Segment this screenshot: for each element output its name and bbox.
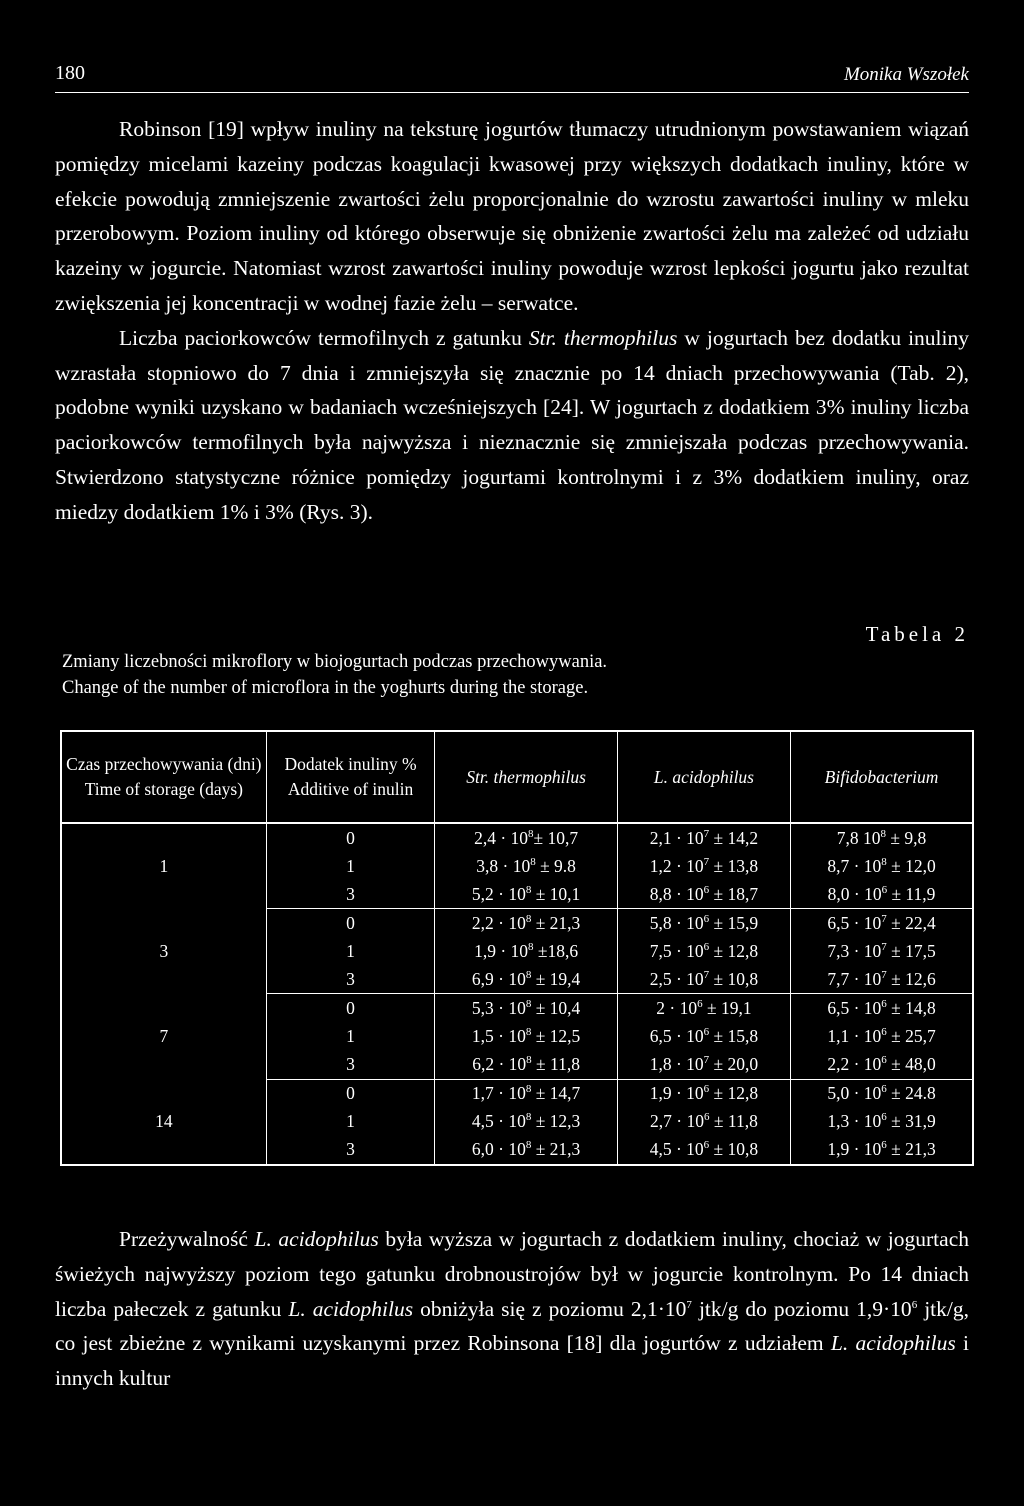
inulin-dose-cell: 0 (266, 1079, 435, 1108)
lac-count-cell: $8,8 \cdot 10^6 \pm 18,7$ (617, 880, 790, 909)
str-count-cell: $4,5 \cdot 10^8 \pm 12,3$ (435, 1108, 617, 1136)
microflora-table (60, 730, 974, 1166)
inulin-dose-cell: 1 (266, 1108, 435, 1136)
inulin-dose-cell: 3 (266, 1051, 435, 1080)
inulin-dose-cell: 0 (266, 909, 435, 938)
table-row (61, 823, 973, 852)
lac-count-cell: $1,9 \cdot 10^6 \pm 12,8$ (617, 1079, 790, 1108)
str-count-cell: $1,9 \cdot 10^8 \pm 18,6$ (435, 937, 617, 965)
p2-text-a: Liczba paciorkowców termofilnych z gatunku (119, 325, 529, 350)
str-count-cell: $5,2 \cdot 10^8 \pm 10,1$ (435, 880, 617, 909)
str-count-cell: $1,7 \cdot 10^8 \pm 14,7$ (435, 1079, 617, 1108)
inulin-dose-cell: 0 (266, 994, 435, 1023)
inulin-dose-cell: 1 (266, 937, 435, 965)
lac-count-cell: $2,7 \cdot 10^6 \pm 11,8$ (617, 1108, 790, 1136)
paragraph-thermophilus (55, 321, 969, 530)
lac-count-cell: $2,5 \cdot 10^7 \pm 10,8$ (617, 965, 790, 994)
bif-count-cell: 7,8 $10^8 \pm 9,8$ (791, 823, 973, 852)
header-additive: Dodatek inuliny % Additive of inulin (266, 731, 435, 823)
p2-text-b: w jogurtach bez dodatku inuliny wzrastała stopniowo do 7 dnia i zmniejszyła się znacznie po 14 dniach przechowywania (Tab. 2), podobne wyniki uzyskano w badaniach wcześniejszych [24]. W jogurtach z dodatkiem 3% inuliny liczba paciorkowców termofilnych była najwyższa i nieznacznie się zmniejszała podczas przechowywania. Stwierdzono statystyczne różnice pomiędzy jogurtami kontrolnymi i z 3% dodatkiem inuliny, oraz miedzy dodatkiem 1% i 3% (Rys. 3). (55, 325, 970, 524)
str-count-cell: $3,8 \cdot 10^8 \pm 9.8$ (435, 852, 617, 880)
inulin-dose-cell: 3 (266, 880, 435, 909)
table-label: Tabela 2 (865, 622, 969, 646)
str-count-cell: $6,0 \cdot 10^8 \pm 21,3$ (435, 1136, 617, 1165)
lac-count-cell: $1,2 \cdot 10^7 \pm 13,8$ (617, 852, 790, 880)
bif-count-cell: $7,3 \cdot 10^7 \pm 17,5$ (791, 937, 973, 965)
page-number: 180 (55, 62, 85, 84)
lac-count-cell: $6,5 \cdot 10^6 \pm 15,8$ (617, 1023, 790, 1051)
bif-count-cell: $8,7 \cdot 10^8 \pm 12,0$ (791, 852, 973, 880)
table-row (61, 909, 973, 938)
storage-time-cell: 1 (61, 823, 266, 909)
lac-count-cell: $7,5 \cdot 10^6 \pm 12,8$ (617, 937, 790, 965)
running-header (55, 62, 969, 93)
lac-count-cell: $2,1 \cdot 10^7 \pm 14,2$ (617, 823, 790, 852)
running-author: Monika Wszołek (843, 64, 969, 85)
table-caption-en: Change of the number of microflora in the yoghurts during the storage. (62, 678, 589, 698)
inulin-dose-cell: 1 (266, 852, 435, 880)
inulin-dose-cell: 0 (266, 823, 435, 852)
header-str-thermophilus: Str. thermophilus (435, 731, 617, 823)
lac-count-cell: $4,5 \cdot 10^6 \pm 10,8$ (617, 1136, 790, 1165)
storage-time-cell: 7 (61, 994, 266, 1079)
lac-count-cell: $5,8 \cdot 10^6 \pm 15,9$ (617, 909, 790, 938)
bif-count-cell: $1,1 \cdot 10^6 \pm 25,7$ (791, 1023, 973, 1051)
paragraph-robinson: Robinson [19] wpływ inuliny na teksturę jogurtów tłumaczy utrudnionym powstawaniem wiązań pomiędzy micelami kazeiny podczas koagulacji kwasowej przy większych dodatkach inuliny, które w efekcie powodują zmniejszenie zwartości żelu proporcjonalnie do wzrostu zawartości inuliny w mleku przerobowym. Poziom inuliny od którego obserwuje się obniżenie zwartości żelu ma zależeć od udziału kazeiny w jogurcie. Natomiast wzrost zawartości inuliny powoduje wzrost lepkości jogurtu jako rezultat zwiększenia jej koncentracji w wodnej fazie żelu – serwatce. (55, 117, 969, 315)
str-count-cell: $2,4 \cdot 10^8\pm 10,7$ (435, 823, 617, 852)
table-row (61, 994, 973, 1023)
table-row (61, 1079, 973, 1108)
header-time: Czas przechowywania (dni) Time of storage (days) (61, 731, 266, 823)
header-l-acidophilus: L. acidophilus (617, 731, 790, 823)
str-count-cell: $6,9 \cdot 10^8 \pm 19,4$ (435, 965, 617, 994)
species-name: Str. thermophilus (528, 325, 678, 350)
storage-time-cell: 14 (61, 1079, 266, 1165)
table-body (61, 823, 973, 1165)
str-count-cell: $5,3 \cdot 10^8 \pm 10,4$ (435, 994, 617, 1023)
bif-count-cell: $5,0 \cdot 10^6 \pm 24.8$ (791, 1079, 973, 1108)
header-bifidobacterium: Bifidobacterium (791, 731, 973, 823)
storage-time-cell: 3 (61, 909, 266, 994)
str-count-cell: $2,2 \cdot 10^8 \pm 21,3$ (435, 909, 617, 938)
table-caption-pl: Zmiany liczebności mikroflory w biojogurtach podczas przechowywania. (62, 652, 608, 672)
lac-count-cell: $2 \cdot 10^6 \pm 19,1$ (617, 994, 790, 1023)
inulin-dose-cell: 3 (266, 965, 435, 994)
str-count-cell: $1,5 \cdot 10^8 \pm 12,5$ (435, 1023, 617, 1051)
bif-count-cell: $7,7 \cdot 10^7 \pm 12,6$ (791, 965, 973, 994)
body-text-top (55, 112, 969, 530)
inulin-dose-cell: 1 (266, 1023, 435, 1051)
inulin-dose-cell: 3 (266, 1136, 435, 1165)
bif-count-cell: $2,2 \cdot 10^6 \pm 48,0$ (791, 1051, 973, 1080)
bif-count-cell: $1,9 \cdot 10^6 \pm 21,3$ (791, 1136, 973, 1165)
paragraph-acidophilus: Przeżywalność L. acidophilus była wyższa w jogurtach z dodatkiem inuliny, chociaż w jogurtach świeżych najwyższy poziom tego gatunku drobnoustrojów był w jogurcie kontrolnym. Po 14 dniach liczba pałeczek z gatunku L. acidophilus obniżyła się z poziomu $2,1\cdot 10^7$ jtk/g do poziomu $1,9\cdot 10^6$ jtk/g, co jest zbieżne z wynikami uzyskanymi przez Robinsona [18] dla jogurtów z udziałem L. acidophilus i innych kultur (55, 1227, 970, 1391)
lac-count-cell: $1,8 \cdot 10^7 \pm 20,0$ (617, 1051, 790, 1080)
bif-count-cell: $6,5 \cdot 10^6 \pm 14,8$ (791, 994, 973, 1023)
bif-count-cell: $6,5 \cdot 10^7 \pm 22,4$ (791, 909, 973, 938)
str-count-cell: $6,2 \cdot 10^8 \pm 11,8$ (435, 1051, 617, 1080)
bif-count-cell: $1,3 \cdot 10^6 \pm 31,9$ (791, 1108, 973, 1136)
bif-count-cell: $8,0 \cdot 10^6 \pm 11,9$ (791, 880, 973, 909)
